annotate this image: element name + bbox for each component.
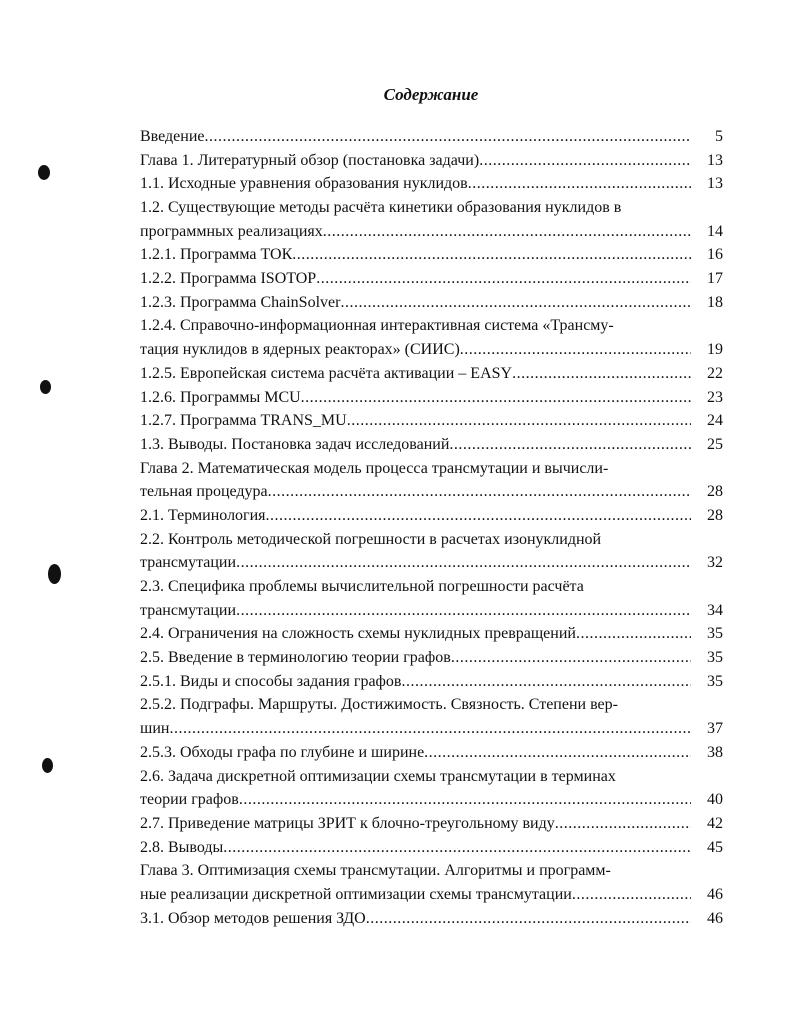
toc-entry-title: программных реализациях [140,222,323,240]
toc-page-number: 35 [707,672,723,690]
toc-entry-title: Глава 2. Математическая модель процесса трансмутации и вычисли- [140,459,609,477]
toc-leader-dots [169,717,691,741]
toc-leader-dots [512,362,691,386]
toc-page-number: 24 [707,412,723,430]
toc-entry [140,551,723,575]
toc-entry [140,622,723,646]
toc-leader-dots [401,670,691,694]
toc-page-number: 22 [707,364,723,382]
toc-entry [140,836,723,860]
toc-entry [140,220,723,244]
toc-entry-title: 2.8. Выводы [140,838,224,856]
toc-leader-dots [236,551,691,575]
toc-entry [140,741,723,765]
toc-leader-dots [424,741,691,765]
toc-entry-title: 1.2.2. Программа ISOTOP [140,270,317,288]
toc-leader-dots [347,409,691,433]
toc-entry-title: 1.3. Выводы. Постановка задач исследований [140,435,450,453]
toc-entry-title: 1.2.7. Программа TRANS_MU [140,412,347,430]
toc-entry [140,670,723,694]
toc-leader-dots [236,599,691,623]
toc-entry-title: тельная процедура [140,483,268,501]
toc-entry [140,717,723,741]
toc-entry [140,480,723,504]
toc-leader-dots [366,907,691,931]
punch-hole-mark [40,380,51,394]
toc-entry [140,694,723,718]
toc-page-number: 14 [707,222,723,240]
toc-entry [140,291,723,315]
toc-page-number: 25 [707,435,723,453]
toc-entry-title: 2.3. Специфика проблемы вычислительной погрешности расчёта [140,578,584,596]
toc-leader-dots [451,646,691,670]
toc-entry [140,575,723,599]
toc-entry-title: 1.2.4. Справочно-информационная интерактивная система «Трансму- [140,317,614,335]
toc-entry [140,433,723,457]
toc-page-number: 18 [707,293,723,311]
toc-page-number: 28 [707,483,723,501]
toc-entry-title: Введение [140,127,205,145]
toc-entry-title: ные реализации дискретной оптимизации схемы трансмутации [140,885,572,903]
toc-page-number: 37 [707,720,723,738]
toc-entry-title: 2.5. Введение в терминологию теории графов [140,649,451,667]
toc-leader-dots [449,433,691,457]
toc-entry [140,907,723,931]
toc-entry [140,859,723,883]
toc-leader-dots [268,480,691,504]
toc-leader-dots [223,836,691,860]
toc-page-number: 45 [707,838,723,856]
punch-hole-mark [42,758,53,773]
toc-leader-dots [266,504,691,528]
toc-entry-title: 1.2.5. Европейская система расчёта активации – EASY [140,364,513,382]
toc-entry-title: 2.5.2. Подграфы. Маршруты. Достижимость. Связность. Степени вер- [140,696,618,714]
punch-hole-mark [48,564,61,584]
toc-leader-dots [460,338,691,362]
toc-entry-title: 1.2. Существующие методы расчёта кинетики образования нуклидов в [140,199,622,217]
toc-page-number: 32 [707,554,723,572]
toc-leader-dots [205,125,692,149]
toc-entry [140,362,723,386]
toc-page-number: 19 [707,341,723,359]
toc-entry-title: 1.1. Исходные уравнения образования нуклидов [140,175,468,193]
toc-entry [140,765,723,789]
toc-entry-title: шин [140,720,170,738]
toc-entry [140,125,723,149]
toc-entry [140,315,723,339]
toc-entry-title: 1.2.1. Программа ТОК [140,246,293,264]
toc-page-number: 28 [707,506,723,524]
toc-page-number: 42 [707,814,723,832]
toc-page-number: 23 [707,388,723,406]
toc-entry [140,504,723,528]
toc-entry-title: 2.7. Приведение матрицы ЗРИТ к блочно-треугольному виду [140,814,555,832]
toc-leader-dots [239,788,691,812]
toc-page-number: 46 [707,909,723,927]
toc-entry-title: тация нуклидов в ядерных реакторах» (СИИС) [140,341,460,359]
toc-entry-title: 1.2.6. Программы MCU [140,388,301,406]
toc-leader-dots [572,883,691,907]
toc-leader-dots [323,220,691,244]
toc-entry-title: Глава 3. Оптимизация схемы трансмутации. Алгоритмы и программ- [140,862,611,880]
toc-entry [140,457,723,481]
toc-leader-dots [479,149,691,173]
toc-entry [140,409,723,433]
toc-entry-title: 2.2. Контроль методической погрешности в расчетах изонуклидной [140,530,602,548]
toc-leader-dots [340,291,691,315]
toc-page-number: 16 [707,246,723,264]
toc-entry-title: трансмутации [140,601,237,619]
toc-entry [140,196,723,220]
toc-page-number: 13 [707,175,723,193]
toc-page-number: 38 [707,743,723,761]
table-of-contents [140,125,723,930]
toc-page-number: 35 [707,625,723,643]
toc-leader-dots [576,622,691,646]
toc-leader-dots [292,243,691,267]
toc-entry-title: 2.5.1. Виды и способы задания графов [140,672,402,690]
toc-entry [140,172,723,196]
toc-page-number: 40 [707,791,723,809]
toc-entry-title: 2.5.3. Обходы графа по глубине и ширине [140,743,425,761]
toc-entry-title: теории графов [140,791,239,809]
toc-leader-dots [301,386,691,410]
toc-page-number: 13 [707,151,723,169]
toc-entry [140,646,723,670]
toc-entry-title: 2.6. Задача дискретной оптимизации схемы трансмутации в терминах [140,767,616,785]
toc-entry [140,243,723,267]
toc-entry [140,149,723,173]
toc-entry [140,599,723,623]
toc-entry [140,267,723,291]
toc-entry-title: 2.1. Терминология [140,506,266,524]
toc-entry-title: 2.4. Ограничения на сложность схемы нуклидных превращений [140,625,576,643]
toc-entry-title: Глава 1. Литературный обзор (постановка задачи) [140,151,480,169]
toc-entry [140,788,723,812]
toc-page-number: 17 [707,270,723,288]
toc-leader-dots [468,172,691,196]
toc-leader-dots [555,812,691,836]
toc-entry [140,338,723,362]
toc-entry [140,812,723,836]
toc-leader-dots [316,267,691,291]
toc-entry-title: трансмутации [140,554,237,572]
punch-hole-mark [38,165,50,180]
toc-page-number: 34 [707,601,723,619]
toc-page-number: 35 [707,649,723,667]
toc-entry-title: 1.2.3. Программа ChainSolver [140,293,341,311]
toc-entry-title: 3.1. Обзор методов решения ЗДО [140,909,366,927]
toc-page-number: 5 [715,127,723,145]
toc-page-number: 46 [707,885,723,903]
toc-entry [140,883,723,907]
toc-entry [140,528,723,552]
toc-entry [140,386,723,410]
page-title: Содержание [383,85,479,104]
